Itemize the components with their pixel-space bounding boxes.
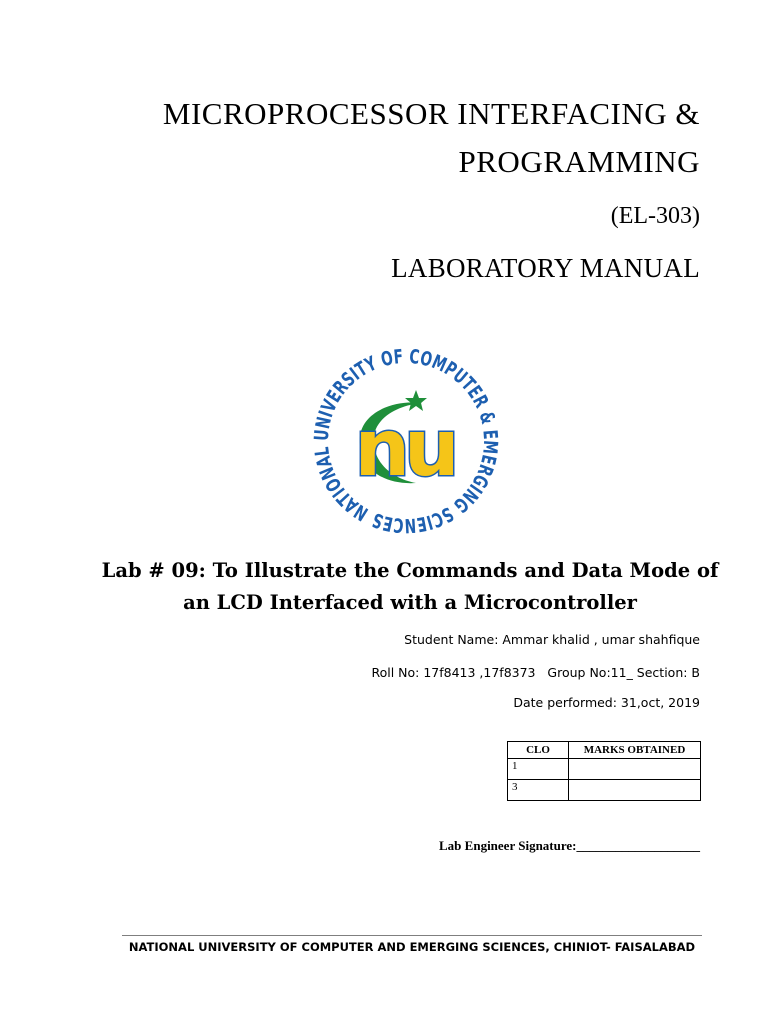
lab-title <box>100 555 720 619</box>
marks-table <box>507 741 701 801</box>
manual-subtitle: LABORATORY MANUAL <box>391 253 700 283</box>
lab-title-line1: Lab # 09: To Illustrate the Commands and Data Mode of <box>101 559 719 582</box>
marks-cell <box>569 780 701 801</box>
clo-cell: 1 <box>508 759 569 780</box>
manual-title-line2: PROGRAMMING <box>458 144 700 179</box>
university-logo-graphic <box>298 333 514 549</box>
footer-institution: NATIONAL UNIVERSITY OF COMPUTER AND EMERGING SCIENCES, CHINIOT- FAISALABAD <box>128 940 696 954</box>
student-name: Student Name: Ammar khalid , umar shahfique <box>404 632 700 647</box>
university-logo <box>298 333 514 549</box>
lab-engineer-signature: Lab Engineer Signature:___________________ <box>439 838 700 853</box>
date-performed: Date performed: 31,oct, 2019 <box>513 695 700 710</box>
marks-obtained-header: MARKS OBTAINED <box>569 742 701 759</box>
logo-monogram: nu <box>354 404 454 494</box>
logo-ring-textpath: NATIONAL UNIVERSITY OF COMPUTER & EMERGING SCIENCES <box>309 344 503 538</box>
course-code: (EL-303) <box>610 203 700 229</box>
manual-title-line1: MICROPROCESSOR INTERFACING & <box>162 96 700 131</box>
table-row <box>508 759 701 780</box>
clo-header: CLO <box>508 742 569 759</box>
lab-title-line2: an LCD Interfaced with a Microcontroller <box>183 591 637 614</box>
footer-divider <box>122 935 702 936</box>
marks-cell <box>569 759 701 780</box>
clo-cell: 3 <box>508 780 569 801</box>
table-row <box>508 780 701 801</box>
roll-number-group-section: Roll No: 17f8413 ,17f8373 Group No:11_ Section: B <box>371 665 700 680</box>
marks-table-header-row <box>508 742 701 759</box>
